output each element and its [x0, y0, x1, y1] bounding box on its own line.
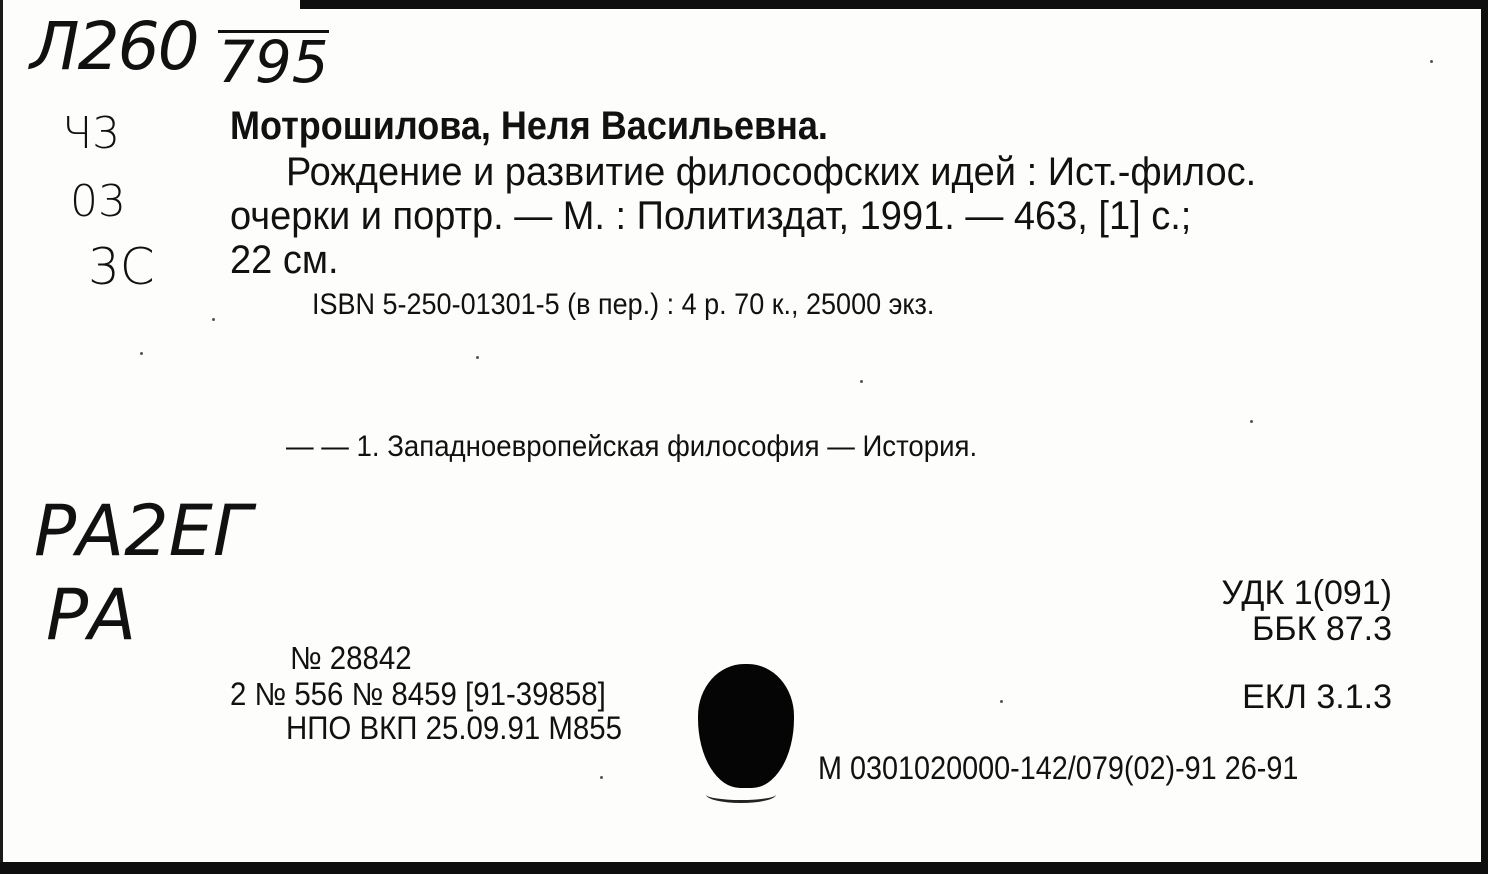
dust-speck [140, 352, 143, 355]
record-number: 2 № 556 № 8459 [91-39858] [230, 676, 606, 712]
title-line: очерки и портр. — М. : Политиздат, 1991. — 463, [1] с.; [230, 194, 1192, 238]
ink-smudge [706, 786, 776, 803]
lower-mark: РА2ЕГ [34, 490, 252, 572]
call-number-left: Л260 [30, 8, 198, 85]
udc-code: УДК 1(091) [1221, 574, 1392, 612]
subject-heading: — — 1. Западноевропейская философия — История. [286, 430, 978, 463]
record-number: № 28842 [290, 640, 412, 676]
dust-speck [1250, 420, 1253, 423]
title-line: 22 см. [230, 238, 339, 282]
card-right-edge [1481, 0, 1488, 874]
ink-blot [698, 664, 794, 788]
title-line: Рождение и развитие философских идей : Ист.-филос. [286, 150, 1257, 194]
author-heading: Мотрошилова, Неля Васильевна. [230, 104, 828, 148]
isbn-line: ISBN 5-250-01301-5 (в пер.) : 4 р. 70 к., 25000 экз. [312, 288, 935, 321]
dust-speck [600, 776, 603, 779]
dust-speck [1000, 700, 1003, 703]
print-code: М 0301020000-142/079(02)-91 26-91 [818, 750, 1299, 786]
ekl-code: ЕКЛ 3.1.3 [1242, 678, 1392, 716]
dust-speck [1430, 60, 1433, 63]
record-number: НПО ВКП 25.09.91 М855 [286, 710, 623, 746]
dust-speck [476, 356, 479, 359]
margin-mark: 03 [70, 176, 126, 227]
card-top-edge [300, 0, 1488, 9]
margin-mark: Ч3 [62, 108, 121, 159]
card-bottom-edge [0, 862, 1488, 874]
dust-speck [212, 318, 215, 321]
card-left-edge [0, 0, 3, 874]
margin-mark: 3С [88, 238, 155, 296]
dust-speck [860, 380, 863, 383]
call-number-right: 795 [218, 28, 329, 96]
bbk-code: ББК 87.3 [1251, 610, 1392, 648]
lower-mark: РА [46, 574, 137, 656]
